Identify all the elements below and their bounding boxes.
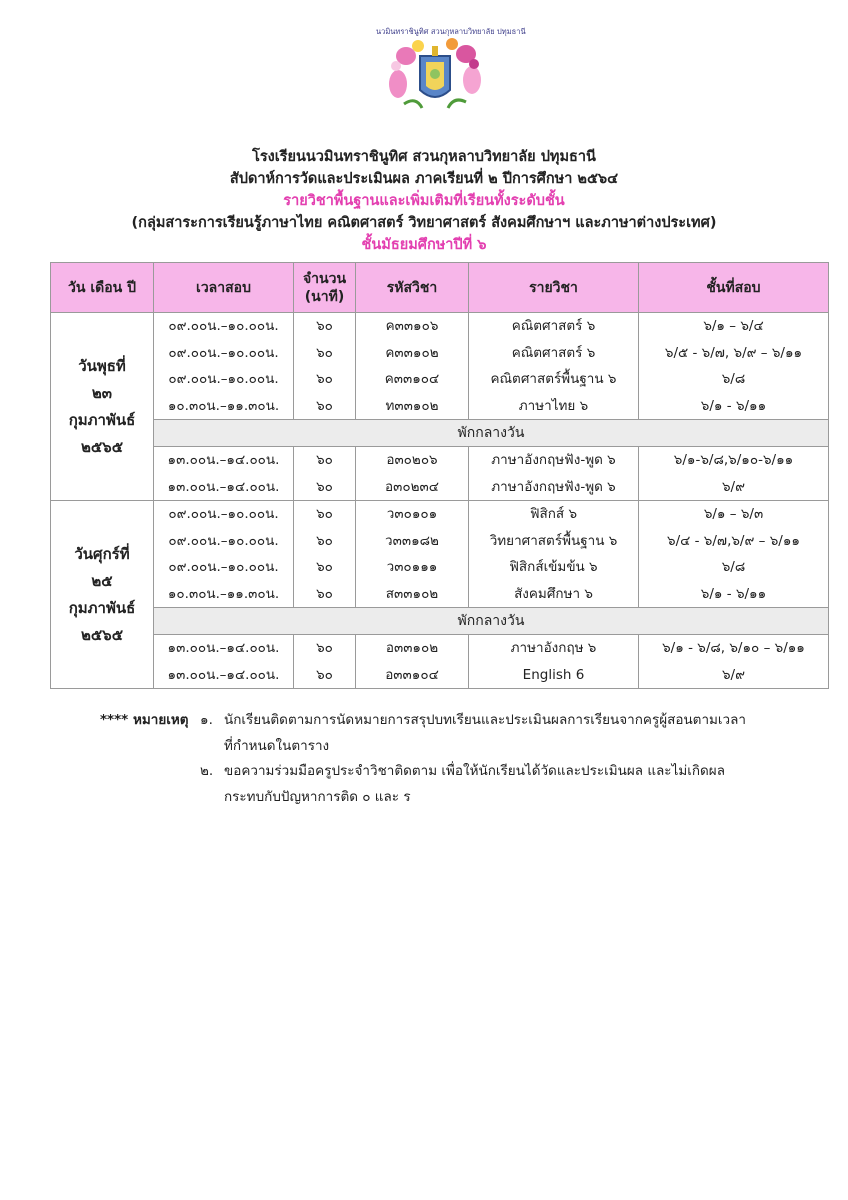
- cell-minutes: [294, 447, 356, 501]
- code-value: อ๓๐๒๓๔: [385, 478, 439, 495]
- note-text-continued: กระทบกับปัญหาการติด ๐ และ ร: [224, 788, 411, 805]
- code-value: ว๓๓๑๘๒: [385, 532, 439, 549]
- date-line: กุมภาพันธ์: [68, 598, 136, 617]
- lunch-break-row: [51, 608, 829, 635]
- cell-subject: [469, 635, 639, 689]
- date-line: กุมภาพันธ์: [68, 410, 136, 429]
- time-value: ๑๓.๐๐น.–๑๔.๐๐น.: [167, 666, 280, 683]
- subject-value: คณิตศาสตร์ ๖: [511, 344, 596, 361]
- cell-minutes: [294, 313, 356, 420]
- minutes-value: ๖๐: [316, 506, 333, 522]
- cell-rooms: [639, 501, 829, 608]
- note-item: [100, 708, 800, 759]
- notes-section: [100, 708, 800, 810]
- subject-value: ภาษาอังกฤษ ๖: [510, 640, 597, 656]
- logo-text: นวมินทราชินูทิศ สวนกุหลาบวิทยาลัย ปทุมธานี: [376, 27, 526, 36]
- time-value: ๐๙.๐๐น.–๑๐.๐๐น.: [168, 318, 279, 334]
- table-row: [51, 313, 829, 420]
- rooms-value: ๖/๑-๖/๘,๖/๑๐-๖/๑๑: [673, 452, 794, 468]
- col-header-time: เวลาสอบ: [154, 263, 294, 313]
- minutes-value: ๖๐: [316, 371, 333, 387]
- col-header-date: วัน เดือน ปี: [51, 263, 154, 313]
- subject-value: ภาษาอังกฤษฟัง-พูด ๖: [491, 452, 616, 468]
- rooms-value: ๖/๑ – ๖/๓: [703, 506, 764, 522]
- rooms-value: ๖/๙: [721, 666, 745, 683]
- code-value: ท๓๓๑๐๒: [385, 397, 439, 414]
- minutes-value: ๖๐: [316, 585, 333, 602]
- note-item: [100, 759, 800, 810]
- code-value: ว๓๐๑๑๑: [386, 559, 438, 575]
- cell-subject: [469, 313, 639, 420]
- note-text-continued: ที่กำหนดในตาราง: [224, 737, 330, 754]
- minutes-value: ๖๐: [316, 397, 333, 414]
- col-header-code: รหัสวิชา: [356, 263, 469, 313]
- rooms-value: ๖/๑ - ๖/๘, ๖/๑๐ – ๖/๑๑: [662, 640, 805, 656]
- code-value: อ๓๓๑๐๒: [385, 640, 439, 656]
- note-number: ๑.: [200, 712, 213, 728]
- crest-shield: [420, 46, 450, 97]
- lunch-break-row: [51, 420, 829, 447]
- cell-code: [356, 501, 469, 608]
- lunch-break-label: พักกลางวัน: [154, 420, 829, 447]
- time-value: ๐๙.๐๐น.–๑๐.๐๐น.: [168, 559, 279, 575]
- cell-code: [356, 313, 469, 420]
- cell-rooms: [639, 447, 829, 501]
- note-text: ขอความร่วมมือครูประจำวิชาติดตาม เพื่อให้นักเรียนได้วัดและประเมินผล และไม่เกิดผล: [224, 763, 725, 779]
- cell-code: [356, 447, 469, 501]
- cell-time: [154, 635, 294, 689]
- rooms-value: ๖/๑ - ๖/๑๑: [700, 585, 767, 602]
- cell-time: [154, 447, 294, 501]
- time-value: ๑๐.๓๐น.–๑๑.๓๐น.: [167, 585, 280, 602]
- minutes-value: ๖๐: [316, 344, 333, 361]
- time-value: ๑๓.๐๐น.–๑๔.๐๐น.: [167, 478, 280, 495]
- note-text: นักเรียนติดตามการนัดหมายการสรุปบทเรียนและประเมินผลการเรียนจากครูผู้สอนตามเวลา: [224, 712, 746, 728]
- rooms-value: ๖/๑ - ๖/๑๑: [700, 397, 767, 414]
- minutes-value: ๖๐: [316, 452, 333, 468]
- date-line: ๒๓: [91, 383, 113, 402]
- rooms-value: ๖/๙: [721, 478, 745, 495]
- cell-subject: [469, 501, 639, 608]
- exam-date: [51, 313, 154, 501]
- table-header-row: [51, 263, 829, 313]
- time-value: ๑๓.๐๐น.–๑๔.๐๐น.: [167, 452, 280, 468]
- subject-value: คณิตศาสตร์พื้นฐาน ๖: [490, 371, 617, 387]
- subject-value: ภาษาอังกฤษฟัง-พูด ๖: [491, 478, 616, 495]
- time-value: ๑๓.๐๐น.–๑๔.๐๐น.: [167, 640, 280, 656]
- cell-minutes: [294, 635, 356, 689]
- minutes-value: ๖๐: [316, 478, 333, 495]
- document-header: [0, 146, 848, 256]
- code-value: ค๓๓๑๐๒: [385, 344, 439, 361]
- code-value: ส๓๓๑๐๒: [385, 585, 439, 602]
- minutes-value: ๖๐: [316, 318, 333, 334]
- cell-time: [154, 501, 294, 608]
- code-value: อ๓๓๑๐๔: [385, 666, 439, 683]
- subject-value: คณิตศาสตร์ ๖: [511, 318, 596, 334]
- subject-value: ฟิสิกส์เข้มข้น ๖: [509, 559, 598, 575]
- col-header-minutes: จำนวน (นาที): [294, 263, 356, 313]
- subject-value: English 6: [522, 666, 585, 683]
- rooms-value: ๖/๑ – ๖/๔: [703, 318, 764, 334]
- col-header-subject: รายวิชา: [469, 263, 639, 313]
- subject-value: ภาษาไทย ๖: [518, 397, 589, 414]
- exam-schedule-table: [50, 262, 829, 689]
- minutes-value: ๖๐: [316, 559, 333, 575]
- table-row: [51, 501, 829, 608]
- cell-minutes: [294, 501, 356, 608]
- date-line: ๒๕๖๕: [80, 625, 124, 644]
- subject-value: วิทยาศาสตร์พื้นฐาน ๖: [489, 532, 618, 549]
- minutes-value: ๖๐: [316, 640, 333, 656]
- time-value: ๐๙.๐๐น.–๑๐.๐๐น.: [168, 506, 279, 522]
- subject-value: ฟิสิกส์ ๖: [529, 506, 578, 522]
- cell-rooms: [639, 313, 829, 420]
- cell-rooms: [639, 635, 829, 689]
- code-value: ว๓๐๑๐๑: [386, 506, 438, 522]
- time-value: ๐๙.๐๐น.–๑๐.๐๐น.: [168, 532, 279, 549]
- table-row: [51, 447, 829, 501]
- subject-value: สังคมศึกษา ๖: [514, 585, 593, 602]
- date-line: ๒๕๖๕: [80, 437, 124, 456]
- rooms-value: ๖/๔ - ๖/๗,๖/๙ – ๖/๑๑: [667, 532, 800, 549]
- exam-date: [51, 501, 154, 689]
- grade-level: ชั้นมัธยมศึกษาปีที่ ๖: [361, 237, 487, 253]
- school-name: โรงเรียนนวมินทราชินูทิศ สวนกุหลาบวิทยาลัย ปทุมธานี: [252, 149, 596, 165]
- note-number: ๒.: [200, 763, 214, 779]
- school-logo: [376, 27, 526, 140]
- rooms-value: ๖/๘: [721, 371, 746, 387]
- rooms-value: ๖/๕ - ๖/๗, ๖/๙ – ๖/๑๑: [664, 344, 803, 361]
- subject-groups: (กลุ่มสาระการเรียนรู้ภาษาไทย คณิตศาสตร์ วิทยาศาสตร์ สังคมศึกษาฯ และภาษาต่างประเทศ): [131, 215, 717, 231]
- subject-scope: รายวิชาพื้นฐานและเพิ่มเติมที่เรียนทั้งระดับชั้น: [283, 193, 565, 209]
- lunch-break-label: พักกลางวัน: [154, 608, 829, 635]
- cell-subject: [469, 447, 639, 501]
- cell-code: [356, 635, 469, 689]
- code-value: อ๓๐๒๐๖: [386, 452, 438, 468]
- cell-time: [154, 313, 294, 420]
- notes-label: **** หมายเหตุ: [100, 712, 189, 728]
- minutes-value: ๖๐: [316, 532, 333, 549]
- time-value: ๐๙.๐๐น.–๑๐.๐๐น.: [168, 344, 279, 361]
- assessment-week: สัปดาห์การวัดและประเมินผล ภาคเรียนที่ ๒ ปีการศึกษา ๒๕๖๔: [229, 171, 619, 187]
- code-value: ค๓๓๑๐๖: [385, 318, 439, 334]
- table-row: [51, 635, 829, 689]
- time-value: ๑๐.๓๐น.–๑๑.๓๐น.: [167, 397, 280, 414]
- rooms-value: ๖/๘: [721, 559, 746, 575]
- minutes-value: ๖๐: [316, 666, 333, 683]
- date-line: ๒๕: [91, 571, 113, 590]
- time-value: ๐๙.๐๐น.–๑๐.๐๐น.: [168, 371, 279, 387]
- code-value: ค๓๓๑๐๔: [384, 371, 440, 387]
- date-line: วันศุกร์ที่: [74, 544, 130, 563]
- date-line: วันพุธที่: [78, 356, 126, 375]
- col-header-rooms: ชั้นที่สอบ: [639, 263, 829, 313]
